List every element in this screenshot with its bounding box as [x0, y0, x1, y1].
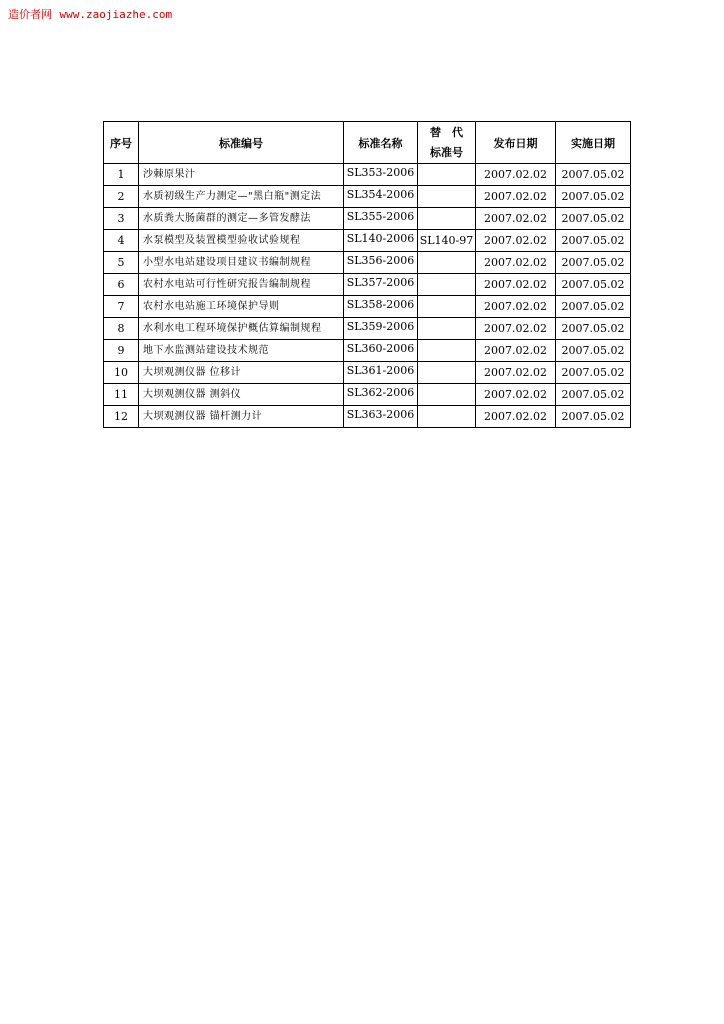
table-row	[104, 384, 631, 406]
row-publish: 2007.02.02	[476, 274, 556, 296]
standards-table	[103, 121, 631, 428]
row-implement: 2007.05.02	[556, 296, 631, 318]
table-row	[104, 208, 631, 230]
row-publish: 2007.02.02	[476, 406, 556, 428]
row-publish: 2007.02.02	[476, 164, 556, 186]
row-replace	[418, 384, 476, 406]
row-code: SL361-2006	[344, 362, 418, 384]
row-implement: 2007.05.02	[556, 384, 631, 406]
row-seq: 10	[104, 362, 139, 384]
row-name: 地下水监测站建设技术规范	[139, 340, 344, 362]
row-replace	[418, 318, 476, 340]
header-code: 标准编号	[139, 122, 344, 164]
row-replace	[418, 164, 476, 186]
row-code: SL362-2006	[344, 384, 418, 406]
row-name: 大坝观测仪器 测斜仪	[139, 384, 344, 406]
table-row	[104, 186, 631, 208]
row-code: SL354-2006	[344, 186, 418, 208]
row-replace	[418, 208, 476, 230]
row-implement: 2007.05.02	[556, 186, 631, 208]
row-replace	[418, 274, 476, 296]
row-code: SL357-2006	[344, 274, 418, 296]
row-code: SL355-2006	[344, 208, 418, 230]
row-implement: 2007.05.02	[556, 164, 631, 186]
row-code: SL363-2006	[344, 406, 418, 428]
row-publish: 2007.02.02	[476, 318, 556, 340]
watermark-url: www.zaojiazhe.com	[59, 8, 173, 21]
row-name: 农村水电站可行性研究报告编制规程	[139, 274, 344, 296]
row-seq: 7	[104, 296, 139, 318]
row-replace	[418, 406, 476, 428]
row-name: 水泵模型及装置模型验收试验规程	[139, 230, 344, 252]
row-replace	[418, 252, 476, 274]
row-seq: 3	[104, 208, 139, 230]
table-row	[104, 406, 631, 428]
row-seq: 2	[104, 186, 139, 208]
row-code: SL358-2006	[344, 296, 418, 318]
table-row	[104, 230, 631, 252]
row-seq: 5	[104, 252, 139, 274]
table-row	[104, 274, 631, 296]
header-seq: 序号	[104, 122, 139, 164]
row-implement: 2007.05.02	[556, 252, 631, 274]
row-name: 大坝观测仪器 锚杆测力计	[139, 406, 344, 428]
row-publish: 2007.02.02	[476, 384, 556, 406]
watermark	[8, 6, 172, 22]
header-replace-line1: 替 代	[430, 125, 463, 139]
row-code: SL359-2006	[344, 318, 418, 340]
row-implement: 2007.05.02	[556, 340, 631, 362]
table-row	[104, 164, 631, 186]
row-publish: 2007.02.02	[476, 296, 556, 318]
row-replace	[418, 340, 476, 362]
row-publish: 2007.02.02	[476, 186, 556, 208]
row-seq: 8	[104, 318, 139, 340]
row-implement: 2007.05.02	[556, 230, 631, 252]
row-seq: 9	[104, 340, 139, 362]
row-seq: 6	[104, 274, 139, 296]
table-row	[104, 296, 631, 318]
row-code: SL356-2006	[344, 252, 418, 274]
row-seq: 12	[104, 406, 139, 428]
table-row	[104, 362, 631, 384]
row-code: SL360-2006	[344, 340, 418, 362]
row-replace	[418, 362, 476, 384]
table-row	[104, 252, 631, 274]
row-seq: 11	[104, 384, 139, 406]
row-name: 水质初级生产力测定—"黑白瓶"测定法	[139, 186, 344, 208]
row-implement: 2007.05.02	[556, 318, 631, 340]
table-row	[104, 340, 631, 362]
row-implement: 2007.05.02	[556, 362, 631, 384]
row-implement: 2007.05.02	[556, 406, 631, 428]
row-name: 沙棘原果汁	[139, 164, 344, 186]
header-publish: 发布日期	[476, 122, 556, 164]
row-implement: 2007.05.02	[556, 274, 631, 296]
row-name: 水质粪大肠菌群的测定—多管发酵法	[139, 208, 344, 230]
header-implement: 实施日期	[556, 122, 631, 164]
row-implement: 2007.05.02	[556, 208, 631, 230]
row-publish: 2007.02.02	[476, 208, 556, 230]
row-seq: 1	[104, 164, 139, 186]
row-code: SL353-2006	[344, 164, 418, 186]
row-code: SL140-2006	[344, 230, 418, 252]
row-publish: 2007.02.02	[476, 252, 556, 274]
header-name: 标准名称	[344, 122, 418, 164]
header-replace	[418, 122, 476, 164]
row-replace	[418, 296, 476, 318]
row-publish: 2007.02.02	[476, 230, 556, 252]
row-replace	[418, 186, 476, 208]
row-name: 农村水电站施工环境保护导则	[139, 296, 344, 318]
row-name: 水利水电工程环境保护概估算编制规程	[139, 318, 344, 340]
watermark-site: 造价者网	[8, 8, 52, 21]
row-name: 小型水电站建设项目建议书编制规程	[139, 252, 344, 274]
row-publish: 2007.02.02	[476, 362, 556, 384]
row-seq: 4	[104, 230, 139, 252]
header-replace-line2: 标准号	[430, 145, 463, 159]
row-publish: 2007.02.02	[476, 340, 556, 362]
table-header-row	[104, 122, 631, 164]
row-name: 大坝观测仪器 位移计	[139, 362, 344, 384]
table-row	[104, 318, 631, 340]
row-replace: SL140-97	[418, 230, 476, 252]
